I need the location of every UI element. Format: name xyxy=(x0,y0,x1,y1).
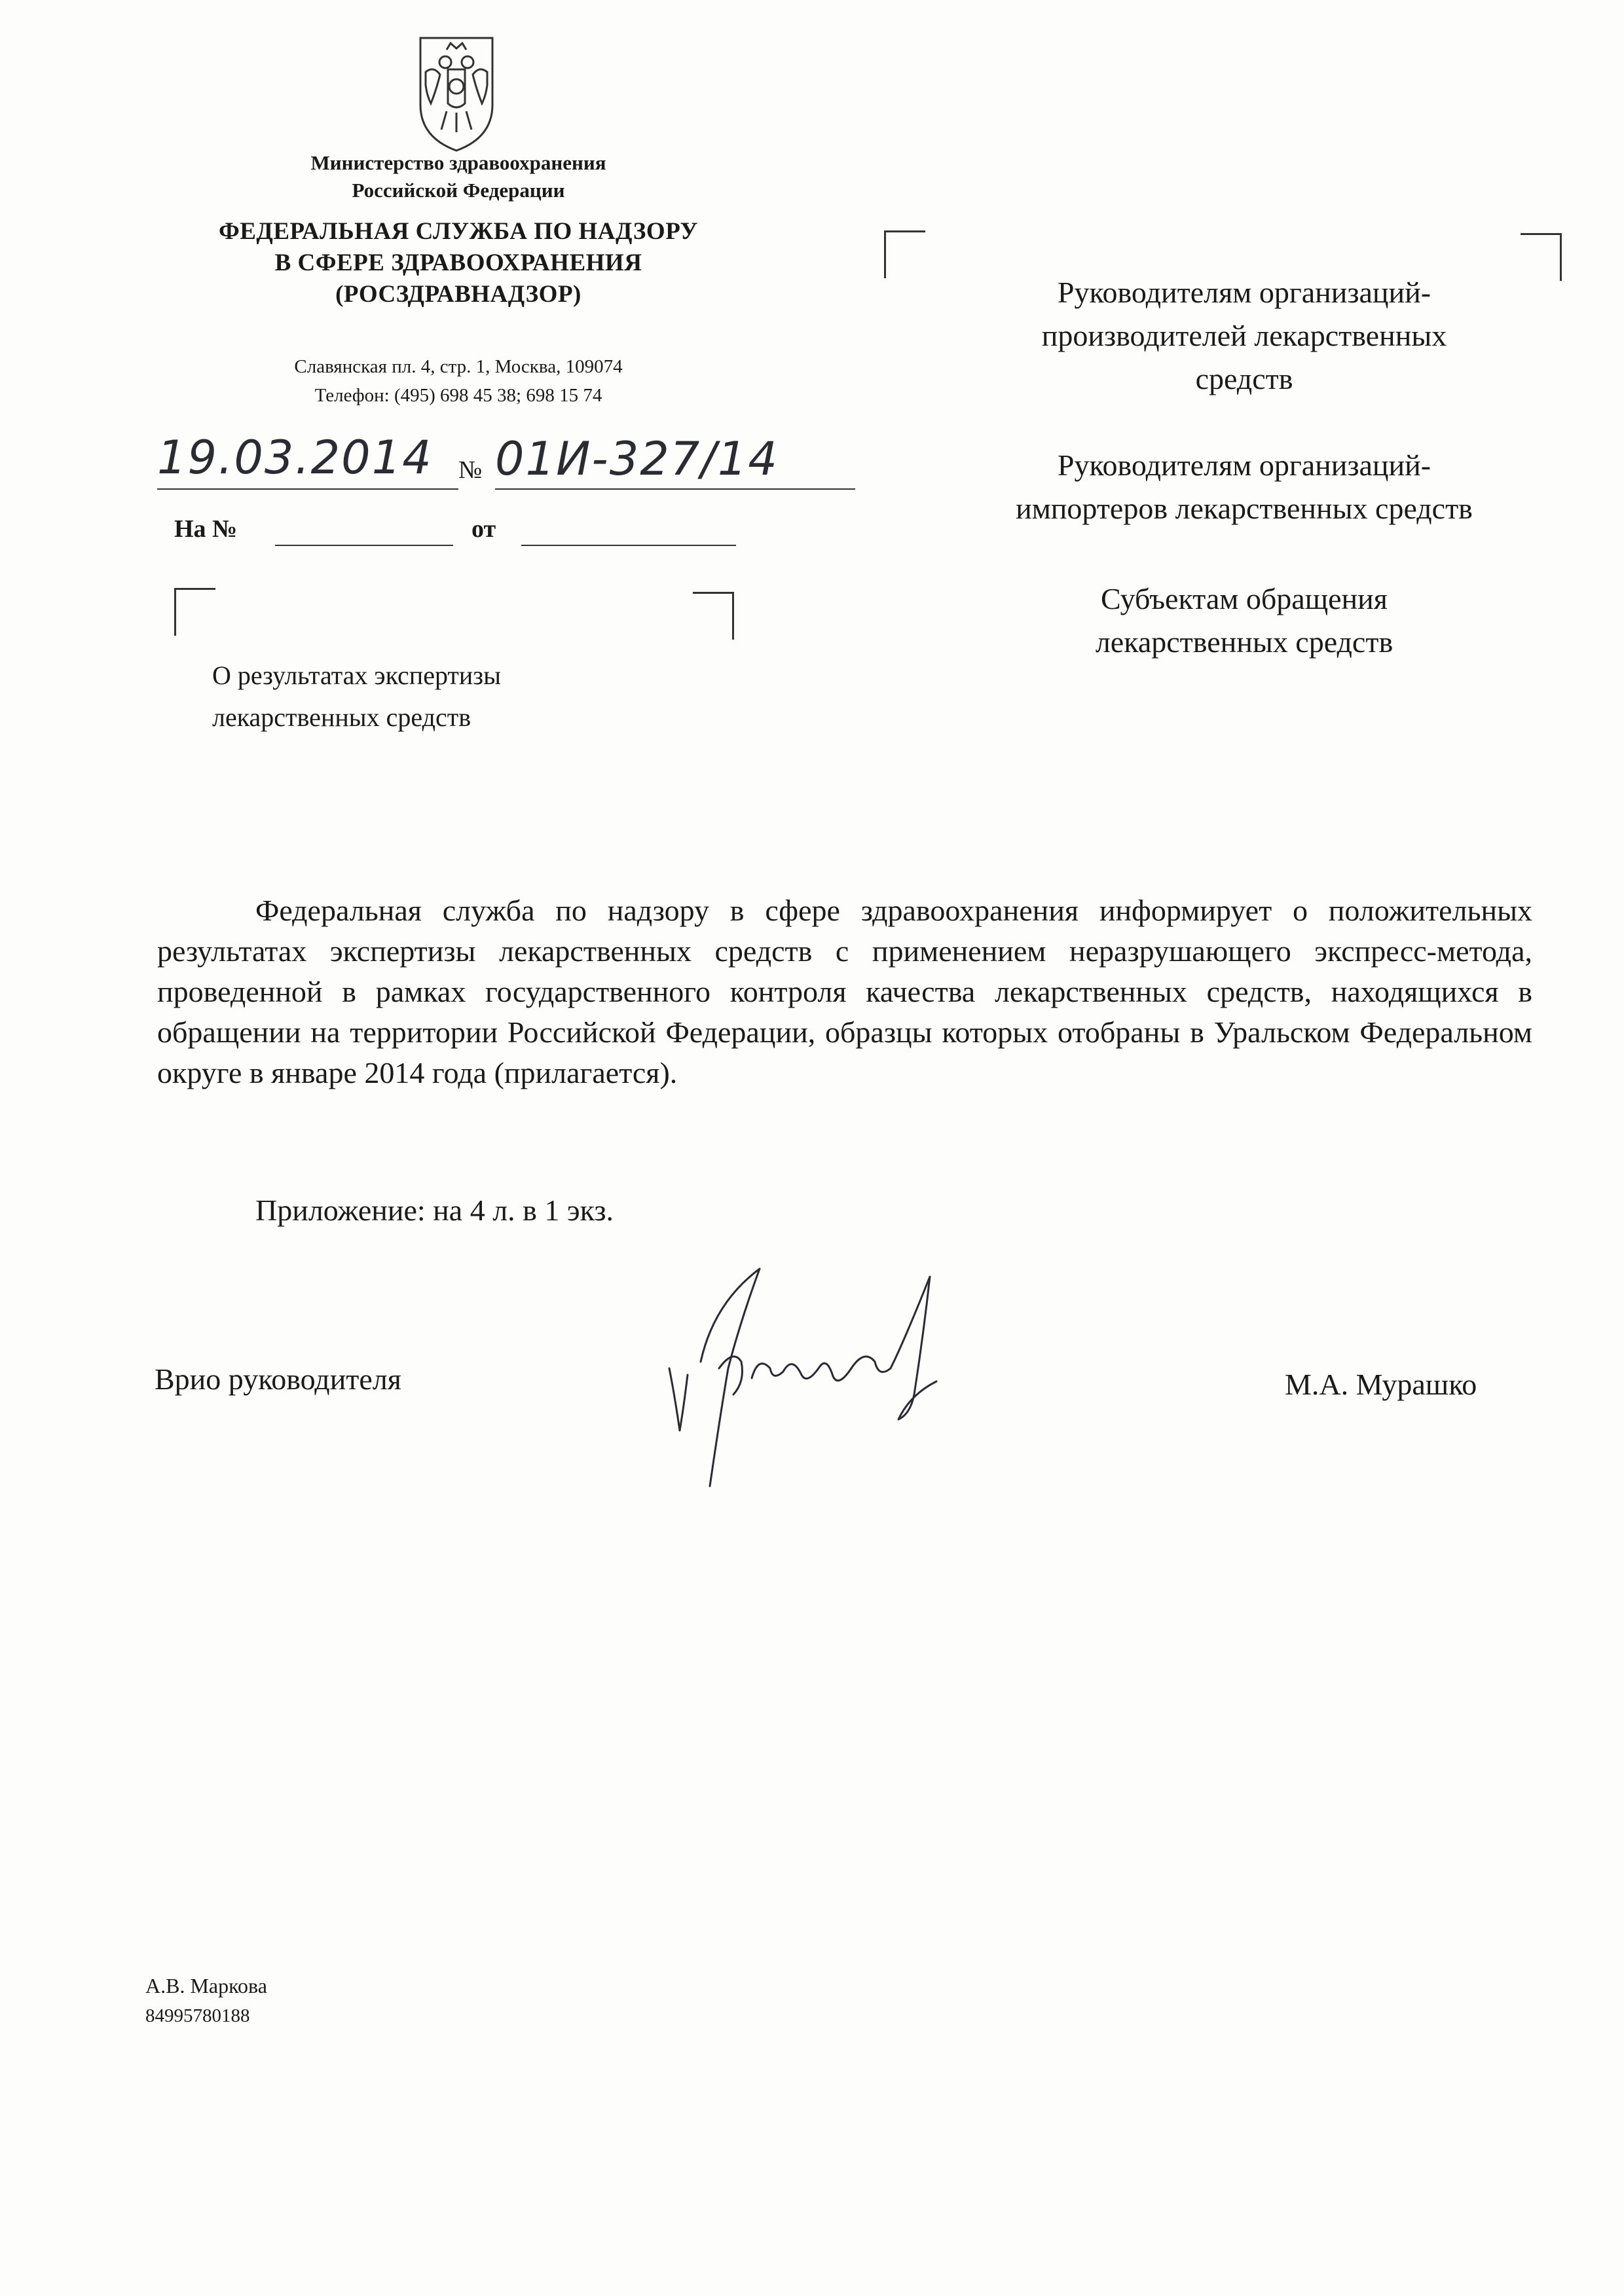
agency-line3: (РОСЗДРАВНАДЗОР) xyxy=(335,281,581,308)
executor-info xyxy=(145,1971,267,2031)
signatory-title: Врио руководителя xyxy=(155,1362,401,1396)
addressee-importers xyxy=(917,444,1572,530)
addressee-line: Руководителям организаций- xyxy=(1057,448,1431,482)
reply-from-blank xyxy=(521,522,736,546)
letter-subject xyxy=(212,655,631,738)
registration-number: 01И-327/14 xyxy=(495,432,779,486)
reply-number-label: На № xyxy=(174,515,238,543)
addressee-line: производителей лекарственных xyxy=(1041,319,1447,352)
subject-corner-right xyxy=(693,592,734,640)
attachment-note: Приложение: на 4 л. в 1 экз. xyxy=(255,1194,614,1227)
signatory-name: М.А. Мурашко xyxy=(1285,1368,1477,1401)
letter-body: Федеральная служба по надзору в сфере здравоохранения информирует о положительных результатах экспертизы лекарственных средств с применением неразрушающего экспресс-метода, проведенной в рамках государственного контроля качества лекарственных средств, находящихся в обращении на территории Российской Федерации, образцы которых отобраны в Уральском Федеральном округе в январе 2014 года (прилагается). xyxy=(157,894,1532,1089)
addressee-line: Субъектам обращения xyxy=(1101,582,1388,615)
executor-name: А.В. Маркова xyxy=(145,1974,267,1997)
ministry-name xyxy=(216,149,701,204)
agency-line1: ФЕДЕРАЛЬНАЯ СЛУЖБА ПО НАДЗОРУ xyxy=(218,218,699,245)
reply-number-blank xyxy=(275,522,453,546)
agency-name xyxy=(144,216,773,310)
addressee-line: Руководителям организаций- xyxy=(1057,276,1431,309)
agency-contacts xyxy=(196,352,720,410)
ministry-line1: Министерство здравоохранения xyxy=(310,151,606,174)
addressee-line: лекарственных средств xyxy=(1095,625,1393,659)
ministry-line2: Российской Федерации xyxy=(352,179,565,202)
agency-phone: Телефон: (495) 698 45 38; 698 15 74 xyxy=(314,385,602,406)
subject-line2: лекарственных средств xyxy=(212,702,471,732)
addressee-subjects xyxy=(917,577,1572,664)
agency-line2: В СФЕРЕ ЗДРАВООХРАНЕНИЯ xyxy=(274,249,642,276)
executor-phone: 84995780188 xyxy=(145,2005,250,2026)
subject-corner-left xyxy=(174,588,215,636)
registration-date: 19.03.2014 xyxy=(157,431,433,484)
number-sign: № xyxy=(458,456,483,484)
subject-line1: О результатах экспертизы xyxy=(212,661,501,690)
addressee-line: импортеров лекарственных средств xyxy=(1016,492,1473,525)
registration-number-field xyxy=(495,433,855,490)
agency-address: Славянская пл. 4, стр. 1, Москва, 109074 xyxy=(294,356,623,377)
registration-date-field xyxy=(157,433,458,490)
addressee-line: средств xyxy=(1195,362,1293,395)
coat-of-arms-icon xyxy=(407,26,506,157)
reply-from-label: от xyxy=(471,515,496,543)
addressee-manufacturers xyxy=(917,271,1572,401)
handwritten-signature xyxy=(655,1264,982,1506)
